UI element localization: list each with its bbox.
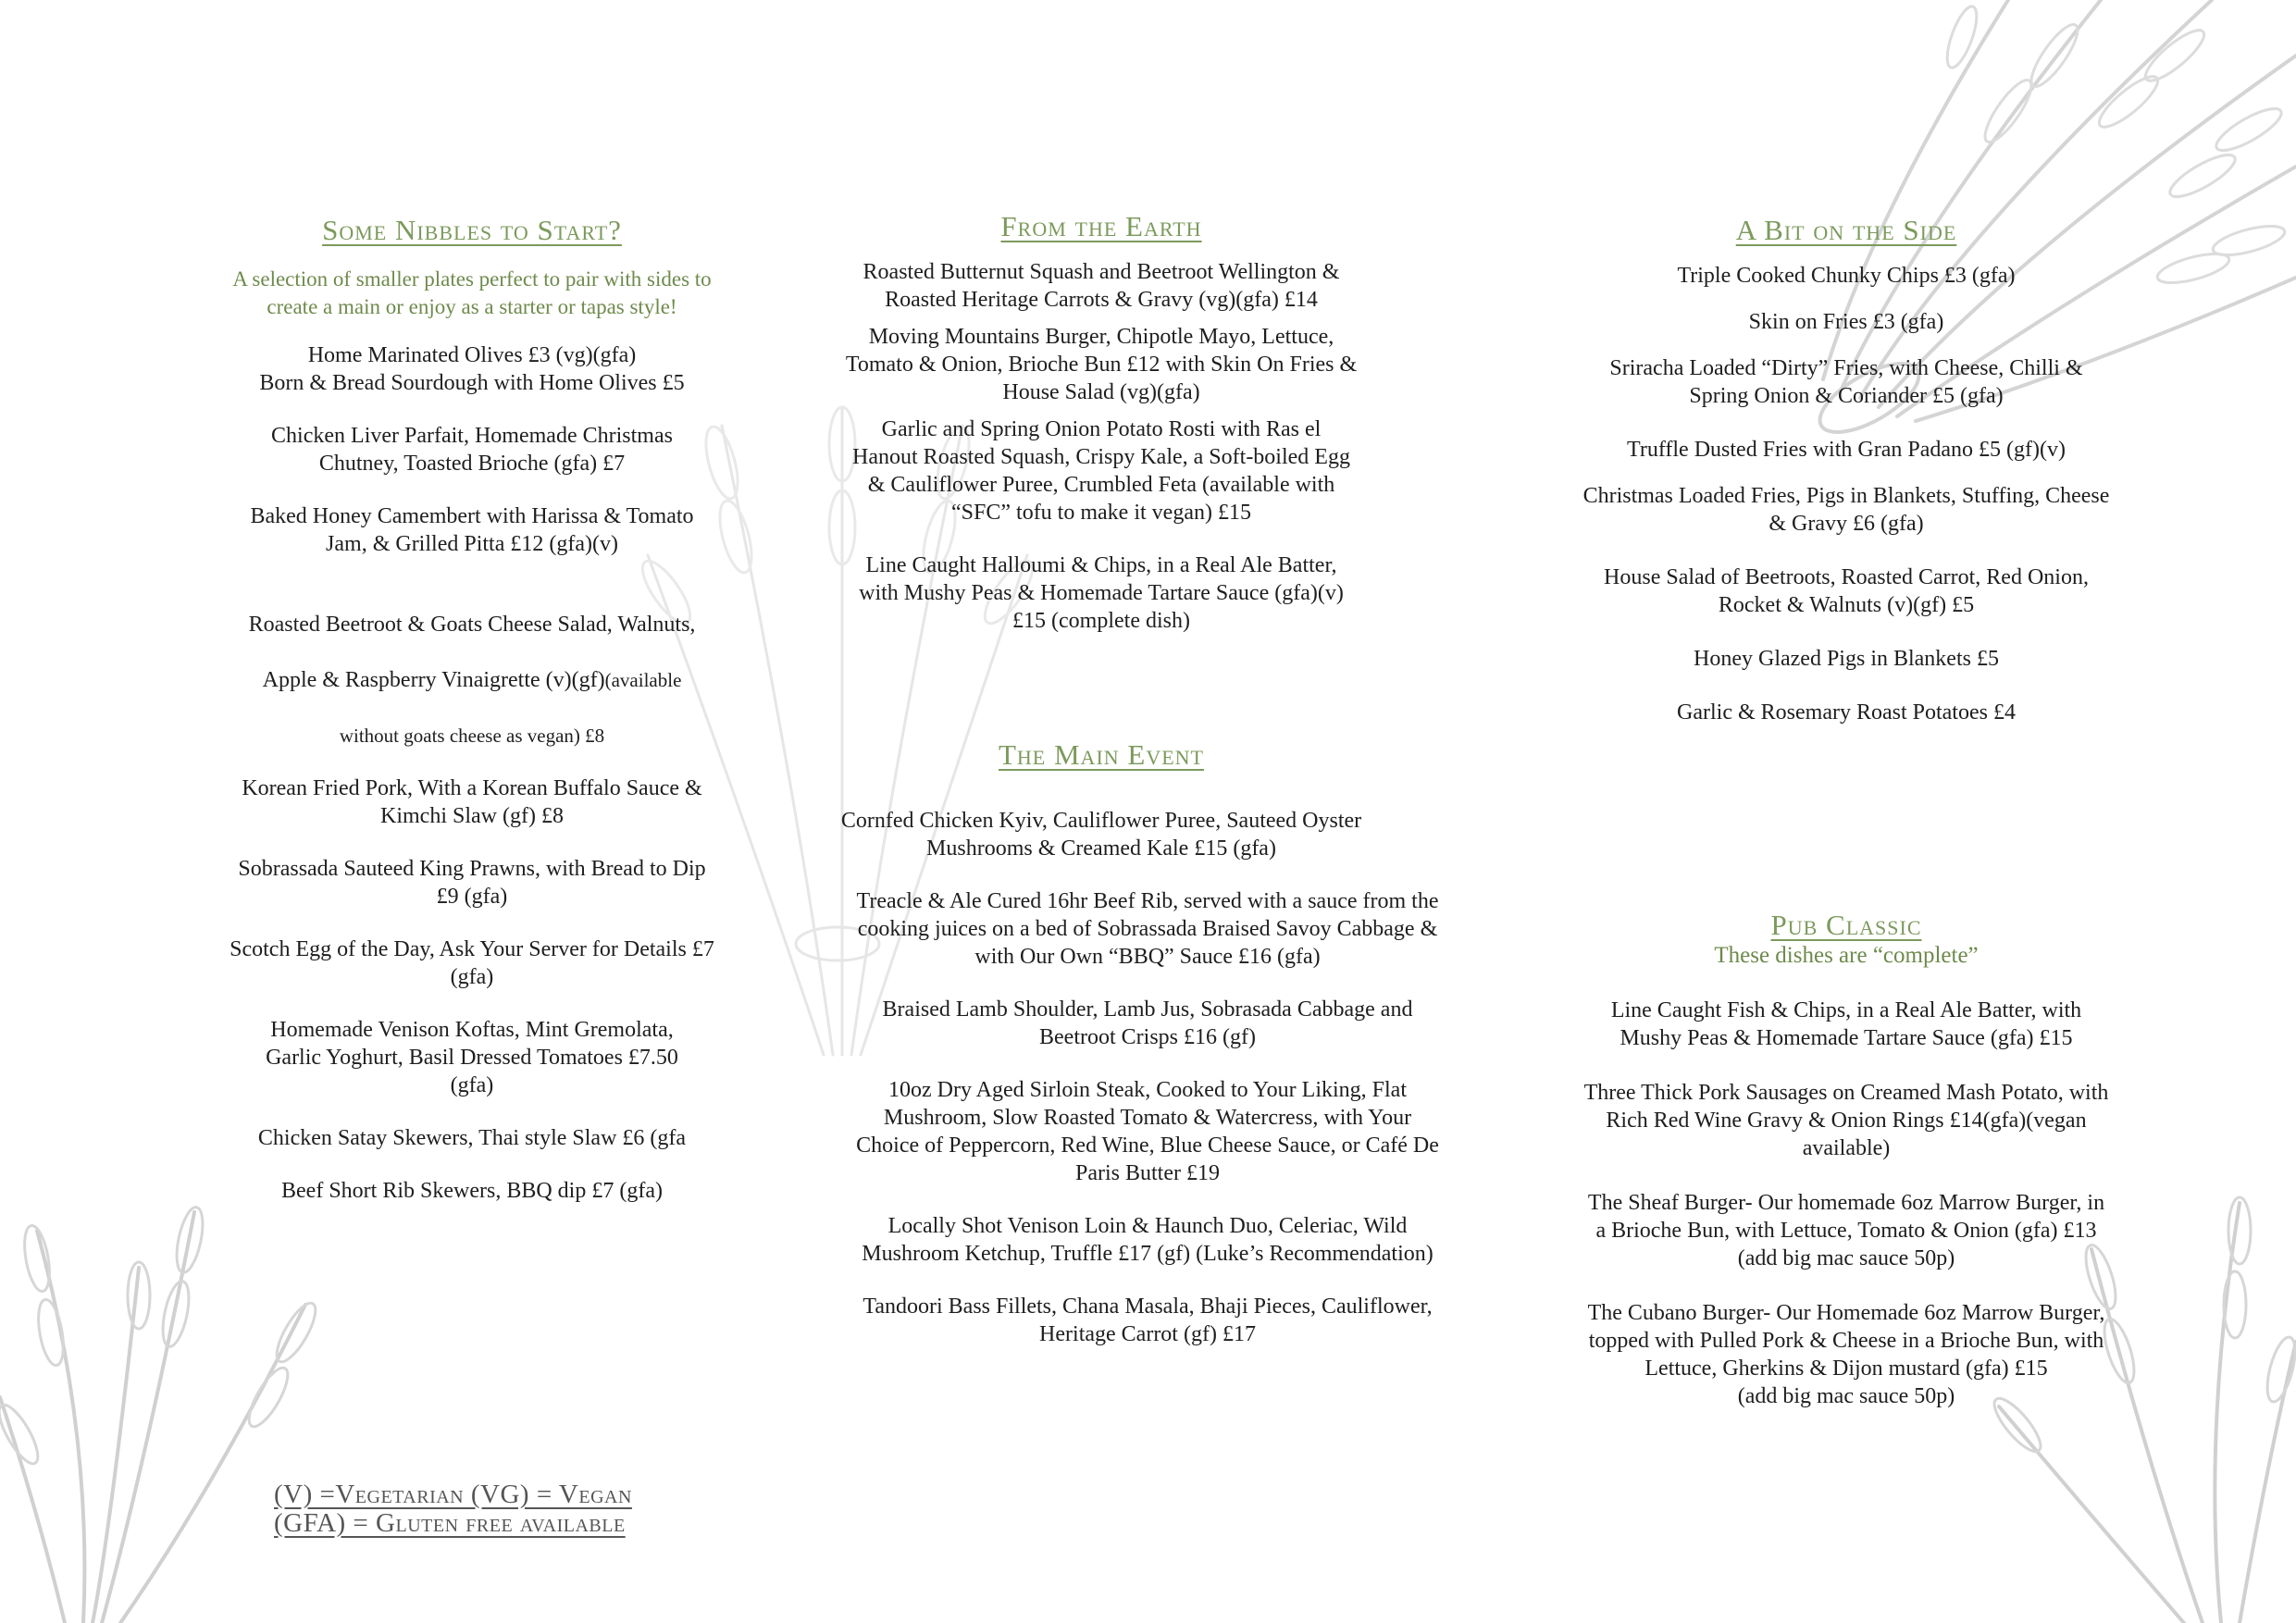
menu-item: Three Thick Pork Sausages on Creamed Mash Potato, with Rich Red Wine Gravy & Onion Rings £14(gfa)(vegan available) [1583, 1081, 2109, 1161]
legend-line: (V) =Vegetarian (VG) = Vegan [274, 1480, 632, 1509]
menu-item: Korean Fried Pork, With a Korean Buffalo Sauce & Kimchi Slaw (gf) £8 [242, 776, 702, 829]
menu-item: The Sheaf Burger- Our homemade 6oz Marrow Burger, in a Brioche Bun, with Lettuce, Tomato & Onion (gfa) £13 (add big mac sauce 50p) [1587, 1191, 2105, 1271]
menu-item: Home Marinated Olives £3 (vg)(gfa) Born & Bread Sourdough with Home Olives £5 [259, 343, 685, 396]
menu-item: Truffle Dusted Fries with Gran Padano £5 (gf)(v) [1627, 438, 2066, 463]
menu-item: Beef Short Rib Skewers, BBQ dip £7 (gfa) [281, 1179, 663, 1204]
nibbles-heading: Some Nibbles to Start? [322, 214, 622, 246]
nibbles-section [194, 213, 750, 1205]
earth-heading: From the Earth [1000, 210, 1202, 242]
wheat-illustration-bottom-left [0, 1157, 352, 1623]
menu-item: Line Caught Halloumi & Chips, in a Real Ale Batter, with Mushy Peas & Homemade Tartare Sauce (gfa)(v) £15 (complete dish) [859, 553, 1344, 634]
dietary-legend [274, 1481, 632, 1538]
menu-item [194, 583, 750, 750]
menu-item: House Salad of Beetroots, Roasted Carrot, Red Onion, Rocket & Walnuts (v)(gf) £5 [1604, 565, 2089, 618]
menu-item: Homemade Venison Koftas, Mint Gremolata, Garlic Yoghurt, Basil Dressed Tomatoes £7.50 (gfa) [266, 1018, 678, 1098]
menu-item: Sriracha Loaded “Dirty” Fries, with Cheese, Chilli & Spring Onion & Coriander £5 (gfa) [1609, 356, 2083, 409]
menu-item: Treacle & Ale Cured 16hr Beef Rib, served with a sauce from the cooking juices on a bed of Sobrassada Braised Savoy Cabbage & with Our Own “BBQ” Sauce £16 (gfa) [856, 889, 1439, 970]
menu-item-line: Roasted Beetroot & Goats Cheese Salad, Walnuts, [248, 613, 696, 638]
sides-heading: A Bit on the Side [1735, 214, 1957, 246]
menu-item: Scotch Egg of the Day, Ask Your Server for Details £7 (gfa) [230, 937, 714, 990]
menu-item: Honey Glazed Pigs in Blankets £5 [1694, 647, 1999, 672]
sides-section [1536, 213, 2156, 726]
main-event-section [805, 737, 1490, 1348]
menu-item: Tandoori Bass Fillets, Chana Masala, Bhaji Pieces, Cauliflower, Heritage Carrot (gf) £17 [863, 1295, 1433, 1347]
main-event-heading: The Main Event [998, 738, 1205, 771]
menu-item: 10oz Dry Aged Sirloin Steak, Cooked to Your Liking, Flat Mushroom, Slow Roasted Tomato & Watercress, with Your Choice of Peppercorn, Red Wine, Blue Cheese Sauce, or Café De Paris Butter £19 [856, 1078, 1439, 1186]
pub-classic-section [1536, 908, 2156, 1410]
menu-item: The Cubano Burger- Our Homemade 6oz Marrow Burger, topped with Pulled Pork & Cheese in a Brioche Bun, with Lettuce, Gherkins & Dijon mustard (gfa) £15 (add big mac sauce 50p) [1587, 1301, 2105, 1409]
menu-item: Braised Lamb Shoulder, Lamb Jus, Sobrasada Cabbage and Beetroot Crisps £16 (gf) [882, 997, 1413, 1050]
pub-classic-heading: Pub Classic [1770, 909, 1922, 941]
menu-item: Chicken Liver Parfait, Homemade Christmas Chutney, Toasted Brioche (gfa) £7 [271, 424, 673, 477]
menu-item: Locally Shot Venison Loin & Haunch Duo, Celeriac, Wild Mushroom Ketchup, Truffle £17 (gf) (Luke’s Recommendation) [862, 1214, 1433, 1267]
menu-item: Line Caught Fish & Chips, in a Real Ale Batter, with Mushy Peas & Homemade Tartare Sauce (gfa) £15 [1610, 998, 2082, 1051]
menu-item: Roasted Butternut Squash and Beetroot Wellington & Roasted Heritage Carrots & Gravy (vg)(gfa) £14 [863, 260, 1340, 313]
pub-classic-subheading: These dishes are “complete” [1714, 943, 1979, 969]
menu-item: Chicken Satay Skewers, Thai style Slaw £6 (gfa [257, 1126, 687, 1151]
menu-item: Moving Mountains Burger, Chipotle Mayo, Lettuce, Tomato & Onion, Brioche Bun £12 with Skin On Fries & House Salad (vg)(gfa) [845, 325, 1358, 405]
earth-section [805, 209, 1397, 635]
menu-item: Christmas Loaded Fries, Pigs in Blankets, Stuffing, Cheese & Gravy £6 (gfa) [1582, 484, 2110, 537]
menu-item: Triple Cooked Chunky Chips £3 (gfa) [1677, 264, 2016, 289]
menu-item: Garlic and Spring Onion Potato Rosti with Ras el Hanout Roasted Squash, Crispy Kale, a Soft-boiled Egg & Cauliflower Puree, Crumbled Feta (available with “SFC” tofu to make it vegan) £15 [852, 417, 1350, 526]
nibbles-intro: A selection of smaller plates perfect to pair with sides to create a main or enjoy as a starter or tapas style! [232, 267, 712, 319]
menu-item-note: (available [604, 669, 682, 692]
menu-item: Skin on Fries £3 (gfa) [1748, 310, 1944, 335]
menu-item: Baked Honey Camembert with Harissa & Tomato Jam, & Grilled Pitta £12 (gfa)(v) [250, 504, 694, 557]
menu-item-line: Apple & Raspberry Vinaigrette (v)(gf) [262, 668, 605, 693]
menu-item: Cornfed Chicken Kyiv, Cauliflower Puree, Sauteed Oyster Mushrooms & Creamed Kale £15 (gfa) [840, 809, 1362, 861]
menu-item-note: without goats cheese as vegan) £8 [339, 725, 605, 748]
menu-item: Garlic & Rosemary Roast Potatoes £4 [1677, 700, 2016, 725]
menu-item: Sobrassada Sauteed King Prawns, with Bread to Dip £9 (gfa) [238, 857, 706, 910]
legend-line: (GFA) = Gluten free available [274, 1508, 626, 1538]
